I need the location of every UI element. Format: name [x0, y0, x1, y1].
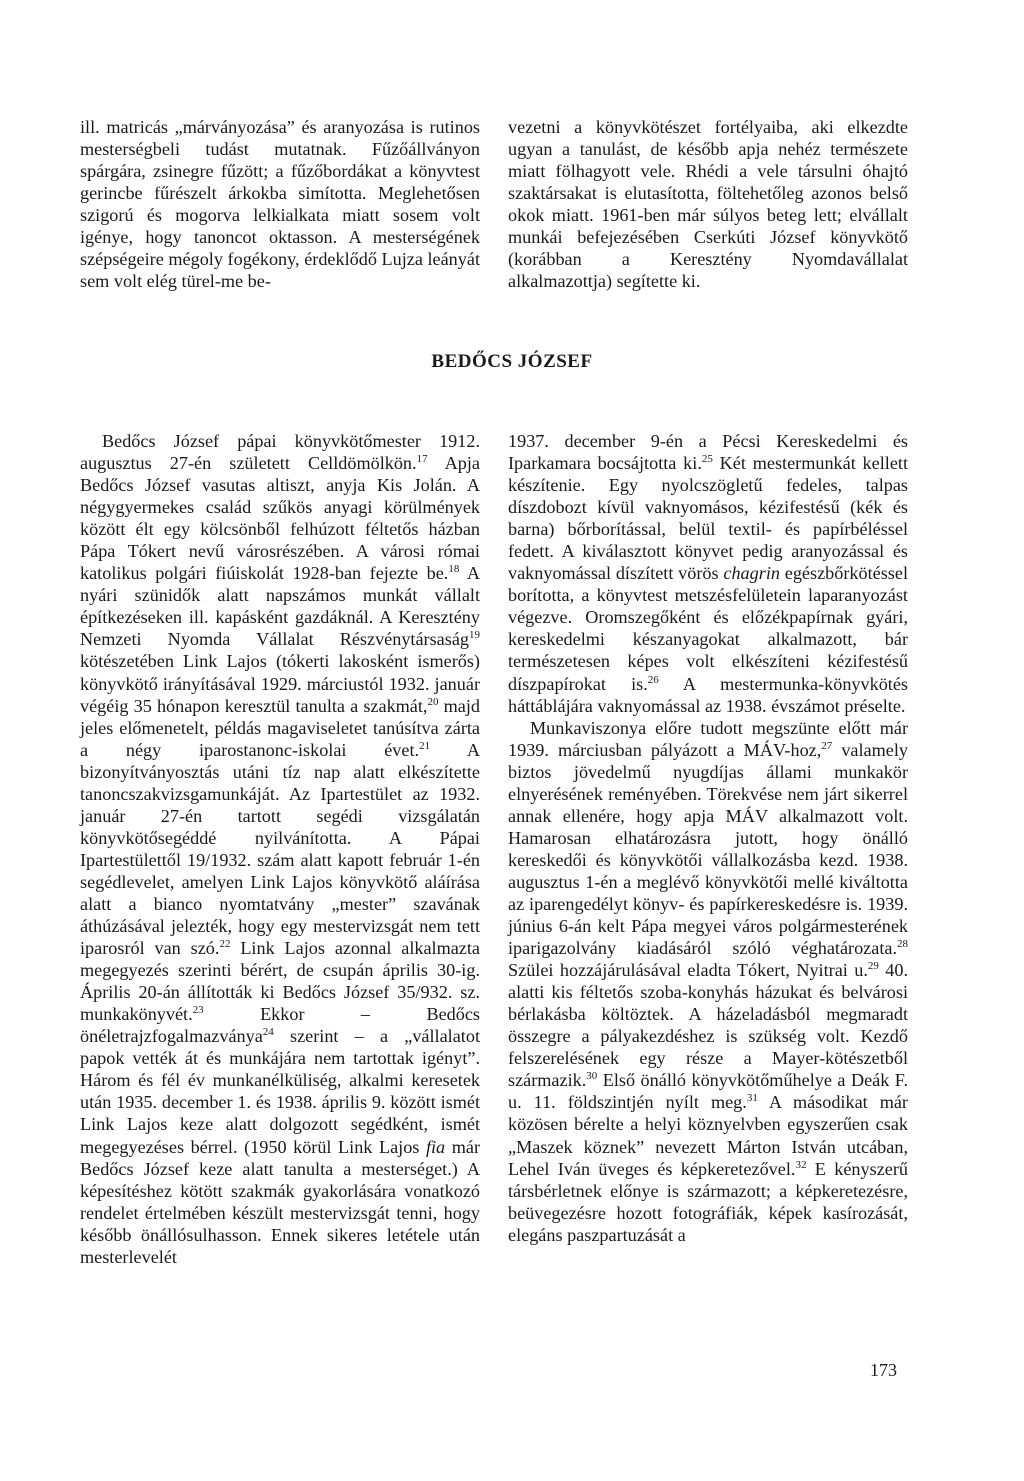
footnote-ref: 32 [795, 1158, 807, 1171]
text-run: A bizonyítványosztás utáni tíz nap alatt elkészítette tanoncszakvizsgamunkáját. Az Ipartestület az 1932. január 27-én tartott segédi vizsgálatán könyvkötősegéddé nyilvánította. A Pápai Ipartestülettől 19/1932. szám alatt kapott február 1-én segédlevelet, amelyen Link Lajos könyvkötő aláírása alatt a bianco nyomtatvány „mester” szavának áthúzásával jelezték, hogy egy mestervizsgát nem tett iparosról van szó. [80, 739, 480, 959]
column-right-body [508, 430, 908, 1246]
page-number: 173 [870, 1360, 897, 1380]
footnote-ref: 27 [821, 739, 833, 752]
column-right-continuation [508, 116, 908, 292]
text-run: valamely biztos jövedelmű nyugdíjas állami munkakör elnyerésének reményében. Törekvése nem járt sikerrel annak ellenére, hogy apja MÁV alkalmazott volt. Hamarosan elhatározásra jutott, hogy önálló kereskedői és könyvkötői vállalkozásba kezd. 1938. augusztus 1-én a meglévő könyvkötői mellé kiváltotta az iparengedélyt könyv- és papírkereskedésre is. 1939. június 6-án kelt Pápa megyei város polgármesterének iparigazolvány kiadásáról szóló véghatározata. [508, 739, 908, 959]
footnote-ref: 23 [192, 1004, 204, 1017]
text-run: A másodikat már közösen bérelte a helyi köznyelvben egyszerűen csak „Maszek köznek” nevezett Márton István utcában, Lehel Iván üveges és képkeretezővel. [508, 1092, 908, 1179]
footnote-ref: 29 [867, 960, 879, 973]
text-run: Munkaviszonya előre tudott megszünte előtt már 1939. márciusban pályázott a MÁV-hoz, [508, 717, 908, 760]
paragraph [508, 430, 908, 717]
footnote-ref: 31 [746, 1092, 758, 1105]
text-run: 1937. december 9-én a Pécsi Kereskedelmi és Iparkamara bocsájtotta ki. [508, 431, 908, 474]
footnote-ref: 30 [586, 1070, 598, 1083]
text-run: szerint – a „vállalatot papok vették át és munkájára nem tartottak igényt”. Három és fél év munkanélküliség, alkalmi keresetek után 1935. december 1. és 1938. április 9. között ismét Link Lajos keze alatt dolgozott segédként, ismét megegyezéses bérrel. (1950 körül Link Lajos [80, 1026, 480, 1157]
text-run: A mestermunka-könyvkötés háttáblájára vaknyomással az 1938. évszámot préselte. [508, 673, 908, 716]
column-left-continuation [80, 116, 480, 292]
paragraph [508, 717, 908, 1246]
text-run: A nyári szünidők alatt napszámos munkát vállalt építkezéseken ill. kapásként gazdáknál. A Keresztény Nemzeti Nyomda Vállalat Részvénytársaság [80, 563, 480, 650]
footnote-ref: 25 [701, 453, 713, 466]
text-run: Apja Bedőcs József vasutas altiszt, anyja Kis Jolán. A négygyermekes család szűkös anyagi körülmények között élt egy kölcsönből felhúzott féltetős házban Pápa Tókert nevű városrészében. A városi római katolikus polgári fiúiskolát 1928-ban fejezte be. [80, 453, 480, 584]
footnote-ref: 19 [469, 629, 480, 642]
text-run: majd jeles előmenetelt, példás magaviseletet tanúsítva zárta a négy iparostanonc-iskolai évet. [80, 695, 480, 760]
text-run: kötészetében Link Lajos (tókerti lakosként ismerős) könyvkötő irányításával 1929. márciustól 1932. január végéig 35 hónapon keresztül tanulta a szakmát, [80, 651, 480, 716]
text-run: egészbőrkötéssel borította, a könyvtest metszésfelületein laparanyozást végezve. Oromszegőként és előzékpapírnak gyári, kereskedelmi készanyagokat alkalmazott, bár természetesen képes volt elkészíteni kézifestésű díszpapírokat is. [508, 563, 908, 694]
text-run: 40. alatti kis féltetős szoba-konyhás házukat és belvárosi bérlakásba költöztek. A házeladásból megmaradt összegre a pályakezdéshez is szükség volt. Kezdő felszerelésének egy része a Mayer-kötészetből származik. [508, 960, 908, 1091]
column-left-body [80, 430, 480, 1268]
footnote-ref: 18 [448, 563, 460, 576]
paragraph [80, 430, 480, 1268]
text-run: E kényszerű társbérletnek előnye is származott; a képkeretezésre, beüvegezésre hozott fotográfiák, képek kasírozását, elegáns paszpartuzását a [508, 1158, 908, 1245]
footnote-ref: 20 [427, 695, 439, 708]
text-run: Bedőcs József pápai könyvkötőmester 1912. augusztus 27-én született Celldömölkön. [80, 431, 480, 474]
italic-text: fia [425, 1136, 446, 1157]
paragraph: ill. matricás „márványozása” és aranyozása is rutinos mesterségbeli tudást mutatnak. Fűzőállványon spárgára, zsinegre fűzött; a fűzőbordákat a könyvtest gerincbe fűrészelt árkokba simította. Meglehetősen szigorú és mogorva lelkialkata miatt sosem volt igénye, hogy tanoncot oktasson. A mesterségének szépségeire mégoly fogékony, érdeklődő Lujza leányát sem volt elég türel-me be- [80, 117, 480, 292]
section-title: BEDŐCS JÓZSEF [431, 351, 593, 372]
footnote-ref: 28 [897, 938, 908, 951]
text-run: Ekkor – Bedőcs önéletrajzfogalmazványa [80, 1004, 480, 1047]
text-run: már Bedőcs József keze alatt tanulta a mesterséget.) A képesítéshez kötött szakmák gyakorlására vonatkozó rendelet értelmében készült mestervizsgát tenni, hogy később önállósulhasson. Ennek sikeres letétele után mesterlevelét [80, 1136, 480, 1267]
footnote-ref: 21 [419, 739, 431, 752]
footnote-ref: 22 [219, 938, 231, 951]
footnote-ref: 26 [647, 673, 659, 686]
text-run: Első önálló könyvkötőműhelye a Deák F. u. 11. földszintjén nyílt meg. [508, 1070, 908, 1113]
text-run: Két mestermunkát kellett készítenie. Egy nyolcszögletű fedeles, talpas díszdobozt kívül vaknyomásos, kézifestésű (kék és barna) bőrborítással, belül textil- és papírbéléssel fedett. A kiválasztott könyvet pedig aranyozással és vaknyomással díszített vörös [508, 453, 909, 584]
text-run: Link Lajos azonnal alkalmazta megegyezés szerinti bérért, de csupán április 30-ig. Április 20-án állították ki Bedőcs József 35/932. sz. munkakönyvét. [80, 938, 481, 1025]
text-run: Szülei hozzájárulásával eladta Tókert, Nyitrai u. [508, 960, 868, 981]
paragraph: vezetni a könyvkötészet fortélyaiba, aki elkezdte ugyan a tanulást, de később apja nehéz természete miatt fölhagyott vele. Rhédi a vele társulni óhajtó szaktársakat is elutasította, föltehetőleg azonos belső okok miatt. 1961-ben már súlyos beteg lett; elvállalt munkái befejezésében Cserkúti József könyvkötő (korábban a Keresztény Nyomdavállalat alkalmazottja) segítette ki. [508, 117, 908, 292]
footnote-ref: 17 [416, 453, 428, 466]
footnote-ref: 24 [262, 1026, 274, 1039]
italic-text: chagrin [723, 563, 780, 584]
